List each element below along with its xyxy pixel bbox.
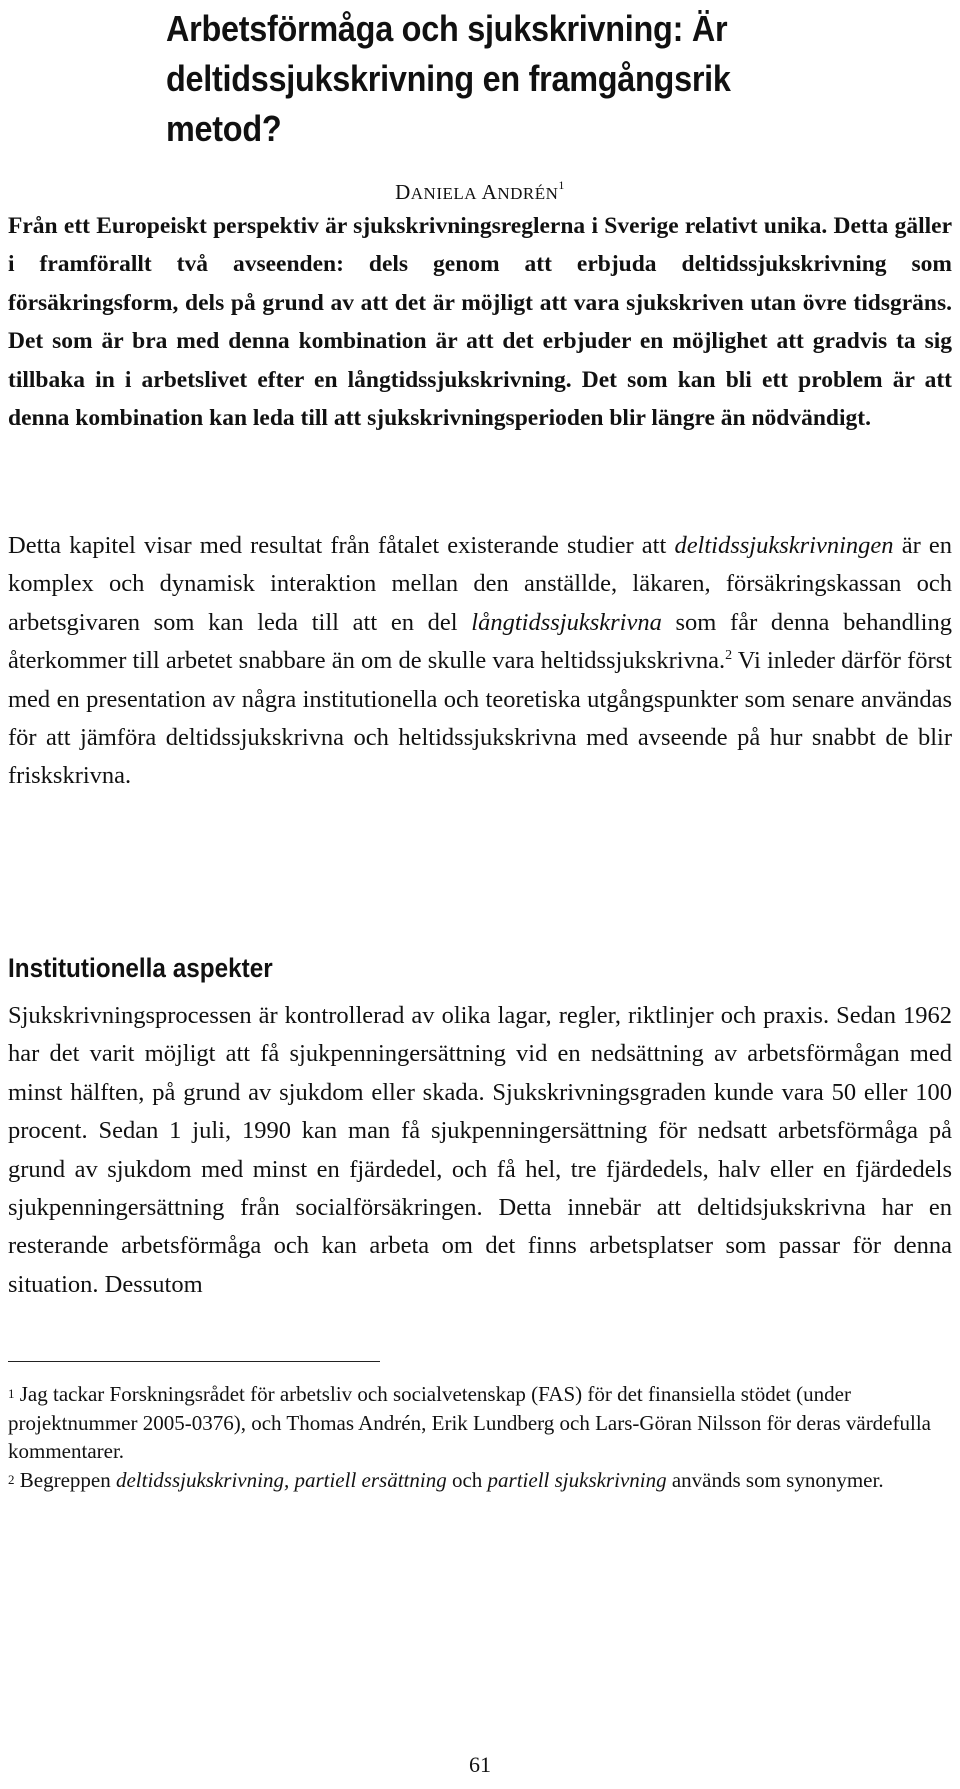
- footnote-2: [8, 1466, 938, 1495]
- author-initial-last: A: [481, 180, 498, 204]
- chapter-title: Arbetsförmåga och sjukskrivning: Är deltidssjukskrivning en framgångsrik metod?: [166, 8, 731, 149]
- footnote-2-italic-1: deltidssjukskrivning, partiell ersättning: [115, 1467, 447, 1492]
- body1-italic-1: deltidssjukskrivningen: [674, 532, 894, 559]
- page-number: 61: [469, 1752, 491, 1777]
- author-rest-last: NDRÉN: [497, 184, 559, 203]
- footnote-2-italic-2: partiell sjukskrivning: [487, 1467, 667, 1492]
- body1-text-4: Vi inleder därför först med en presentation av några institutionella och teoretiska utgångspunkter som senare användas för att jämföra deltidssjukskrivna och heltidssjukskrivna med avseende på hur snabbt de blir friskskrivna.: [8, 647, 952, 790]
- body1-text-2: är en komplex och dynamisk interaktion mellan den anställde, läkaren, försäkringskassan och arbetsgivaren som kan leda till att en del: [8, 532, 952, 636]
- footnote-divider: [8, 1361, 380, 1362]
- author-rest-first: ANIELA: [410, 184, 478, 203]
- body-paragraph-2: Sjukskrivningsprocessen är kontrollerad av olika lagar, regler, riktlinjer och praxis. Sedan 1962 har det varit möjligt att få sjukpenningersättning vid en nedsättning av arbetsförmågan med minst hälften, på grund av sjukdom eller skada. Sjukskrivningsgraden kunde vara 50 eller 100 procent. Sedan 1 juli, 1990 kan man få sjukpenningersättning för nedsatt arbetsförmåga på grund av sjukdom med minst en fjärdedel, och få hel, tre fjärdedels, halv eller en fjärdedels sjukpenningersättning från socialförsäkringen. Detta innebär att deltidsjukskrivna har en resterande arbetsförmåga och kan arbeta om det finns arbetsplatser som passar för denna situation. Dessutom: [8, 1002, 952, 1298]
- author-footnote-ref: 1: [558, 178, 565, 192]
- footnote-2-text-3: används som synonymer.: [666, 1467, 884, 1492]
- section-heading: Institutionella aspekter: [8, 953, 273, 983]
- body-paragraph-1: [8, 527, 952, 796]
- footnotes: [8, 1380, 938, 1494]
- body1-italic-2: långtidssjukskrivna: [471, 608, 662, 636]
- footnote-2-text-1: Begreppen: [14, 1467, 116, 1492]
- body1-text-1: Detta kapitel visar med resultat från fåtalet existerande studier att: [8, 532, 675, 559]
- footnote-1-text: Jag tackar Forskningsrådet för arbetsliv och socialvetenskap (FAS) för det finansiella stödet (under projektnummer 2005-0376), och Thomas Andrén, Erik Lundberg och Lars-Göran Nilsson för deras värdefulla kommentarer.: [8, 1382, 931, 1463]
- footnote-1: [8, 1380, 938, 1466]
- author-initial-first: D: [395, 180, 411, 204]
- intro-paragraph: Från ett Europeiskt perspektiv är sjukskrivningsreglerna i Sverige relativt unika. Detta gäller i framförallt två avseenden: dels genom att erbjuda deltidssjukskrivning som försäkringsform, dels på grund av att det är möjligt att vara sjukskriven utan övre tidsgräns. Det som är bra med denna kombination är att det erbjuder en möjlighet att gradvis ta sig tillbaka in i arbetslivet efter en långtidssjukskrivning. Det som kan bli ett problem är att denna kombination kan leda till att sjukskrivningsperioden blir längre än nödvändigt.: [8, 213, 952, 432]
- body1-footnote-ref: 2: [725, 648, 733, 664]
- footnote-2-number: 2: [8, 1471, 15, 1487]
- footnote-2-text-2: och: [446, 1467, 488, 1492]
- author-name: [0, 180, 960, 205]
- footnote-1-number: 1: [8, 1386, 15, 1401]
- body1-text-3: som får denna behandling återkommer till arbetet snabbare än om de skulle vara heltidssjukskrivna.: [8, 608, 952, 675]
